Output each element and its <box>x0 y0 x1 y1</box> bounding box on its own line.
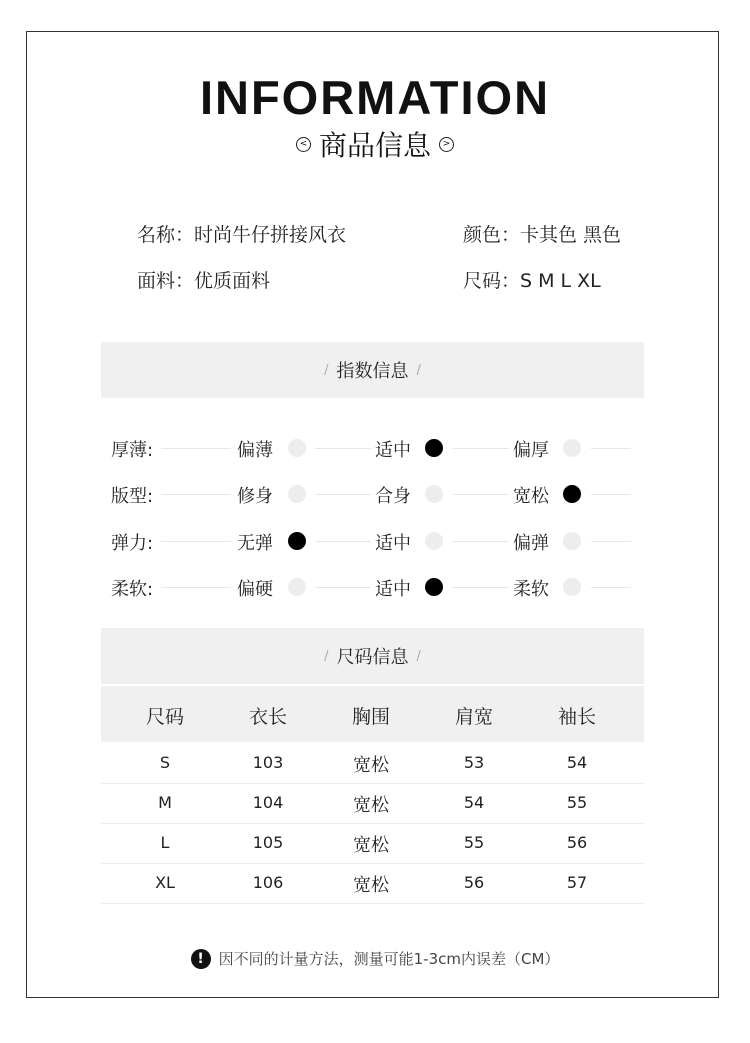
table-cell: 55 <box>463 833 485 852</box>
index-section-title: 指数信息 <box>336 361 409 382</box>
divider-line <box>315 541 371 542</box>
attribute-option: 宽松 <box>513 486 549 507</box>
unselected-dot-icon <box>288 485 306 503</box>
attribute-option: 无弹 <box>237 533 273 554</box>
attribute-row <box>101 433 646 463</box>
size-section-title: 尺码信息 <box>336 647 409 668</box>
unselected-dot-icon <box>563 439 581 457</box>
table-cell: 54 <box>566 753 588 772</box>
divider-line <box>315 448 371 449</box>
table-cell: 宽松 <box>353 835 389 856</box>
slash-icon: / <box>324 362 329 378</box>
table-row <box>101 783 644 824</box>
chevron-left-icon: < <box>296 137 311 152</box>
divider-line <box>161 494 231 495</box>
table-cell: 55 <box>566 793 588 812</box>
table-cell: 104 <box>252 793 284 812</box>
divider-line <box>591 541 631 542</box>
table-cell: 56 <box>463 873 485 892</box>
attribute-row <box>101 479 646 509</box>
measurement-note <box>0 948 750 969</box>
page-subtitle <box>0 124 750 164</box>
column-header: 衣长 <box>248 706 288 728</box>
table-cell: 105 <box>252 833 284 852</box>
unselected-dot-icon <box>288 578 306 596</box>
attribute-option: 合身 <box>375 486 411 507</box>
table-cell: S <box>159 753 171 772</box>
attribute-option: 修身 <box>237 486 273 507</box>
divider-line <box>315 587 371 588</box>
table-row <box>101 823 644 864</box>
table-cell: 53 <box>463 753 485 772</box>
divider-line <box>453 494 509 495</box>
attribute-option: 适中 <box>375 533 411 554</box>
size-section-header <box>101 628 644 684</box>
attribute-option: 适中 <box>375 440 411 461</box>
table-cell: M <box>158 793 172 812</box>
column-header: 袖长 <box>557 706 597 728</box>
table-cell: 56 <box>566 833 588 852</box>
selected-dot-icon <box>563 485 581 503</box>
table-cell: 106 <box>252 873 284 892</box>
table-cell: 54 <box>463 793 485 812</box>
attribute-row <box>101 526 646 556</box>
size-table-header <box>101 686 644 742</box>
attribute-option: 偏硬 <box>237 579 273 600</box>
note-text: 因不同的计量方法，测量可能1-3cm内误差（CM） <box>218 950 560 968</box>
selected-dot-icon <box>288 532 306 550</box>
index-section-header <box>101 342 644 398</box>
attribute-option: 偏弹 <box>513 533 549 554</box>
attribute-option: 柔软 <box>513 579 549 600</box>
table-cell: L <box>160 833 170 852</box>
table-cell: 宽松 <box>353 875 389 896</box>
chevron-right-icon: > <box>439 137 454 152</box>
divider-line <box>591 587 631 588</box>
slash-icon: / <box>324 648 329 664</box>
table-row <box>101 743 644 784</box>
divider-line <box>453 587 509 588</box>
selected-dot-icon <box>425 578 443 596</box>
attribute-label: 厚薄: <box>111 440 154 461</box>
table-cell: 宽松 <box>353 755 389 776</box>
slash-icon: / <box>416 362 421 378</box>
divider-line <box>161 587 231 588</box>
slash-icon: / <box>416 648 421 664</box>
attribute-label: 弹力: <box>111 533 154 554</box>
column-header: 肩宽 <box>454 706 494 728</box>
table-cell: 57 <box>566 873 588 892</box>
attribute-option: 偏厚 <box>513 440 549 461</box>
divider-line <box>453 541 509 542</box>
table-cell: 103 <box>252 753 284 772</box>
divider-line <box>161 448 231 449</box>
table-cell: XL <box>155 873 175 892</box>
page-title: INFORMATION <box>199 71 551 124</box>
divider-line <box>591 448 631 449</box>
product-size: 尺码：S M L XL <box>463 270 601 292</box>
exclamation-icon: ! <box>191 949 211 969</box>
attribute-option: 偏薄 <box>237 440 273 461</box>
unselected-dot-icon <box>288 439 306 457</box>
divider-line <box>161 541 231 542</box>
unselected-dot-icon <box>425 485 443 503</box>
divider-line <box>453 448 509 449</box>
product-color: 颜色：卡其色 黑色 <box>463 224 622 246</box>
selected-dot-icon <box>425 439 443 457</box>
product-name: 名称：时尚牛仔拼接风衣 <box>137 224 347 246</box>
unselected-dot-icon <box>425 532 443 550</box>
divider-line <box>315 494 371 495</box>
attribute-label: 柔软: <box>111 579 154 600</box>
subtitle-text: 商品信息 <box>318 129 431 162</box>
table-row <box>101 863 644 904</box>
product-fabric: 面料：优质面料 <box>137 270 271 292</box>
column-header: 尺码 <box>145 706 185 728</box>
column-header: 胸围 <box>351 706 391 728</box>
unselected-dot-icon <box>563 578 581 596</box>
table-cell: 宽松 <box>353 795 389 816</box>
attribute-label: 版型: <box>111 486 154 507</box>
attribute-row <box>101 572 646 602</box>
attribute-option: 适中 <box>375 579 411 600</box>
unselected-dot-icon <box>563 532 581 550</box>
divider-line <box>591 494 631 495</box>
